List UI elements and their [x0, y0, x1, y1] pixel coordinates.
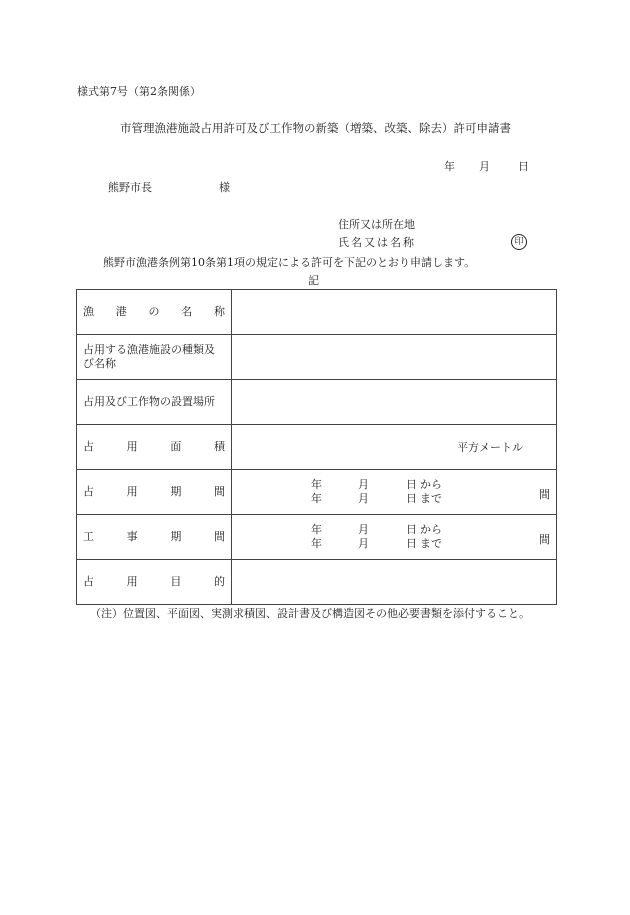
- occupancy-period-field[interactable]: [232, 470, 557, 515]
- table-row-location: [77, 380, 557, 425]
- application-table: [76, 289, 557, 605]
- period-end-row: [311, 537, 442, 551]
- period-until-label: まで: [420, 537, 442, 550]
- facility-type-field[interactable]: [232, 335, 557, 380]
- addressee-mayor: 熊野市長: [108, 181, 152, 194]
- period-month-label: 月: [358, 478, 369, 491]
- table-row-construction-period: [77, 515, 557, 560]
- label-char: 漁: [83, 305, 94, 318]
- addressee: [108, 181, 230, 195]
- label-char: 間: [213, 530, 225, 543]
- label-char: の: [148, 305, 160, 318]
- table-row-occupancy-period: [77, 470, 557, 515]
- date-day-label: 日: [518, 160, 529, 173]
- label-occupancy-period: [77, 470, 232, 515]
- period-year-label: 年: [311, 537, 322, 550]
- label-construction-period: [77, 515, 232, 560]
- period-from-label: から: [420, 523, 442, 536]
- label-char: 港: [115, 305, 127, 318]
- applicant-name-label: 氏名又は名称: [338, 236, 416, 249]
- period-month-label: 月: [358, 492, 369, 505]
- period-duration-label: 間: [539, 488, 550, 501]
- request-statement: 熊野市漁港条例第10条第1項の規定による許可を下記のとおり申請します。: [103, 256, 476, 269]
- harbor-name-field[interactable]: [232, 290, 557, 335]
- period-month-label: 月: [358, 537, 369, 550]
- date-year-label: 年: [444, 160, 455, 173]
- application-date: [444, 160, 529, 174]
- period-day-label: 日: [406, 537, 417, 550]
- document-title: 市管理漁港施設占用許可及び工作物の新築（増築、改築、除去）許可申請書: [120, 121, 511, 135]
- label-char: 期: [170, 530, 182, 543]
- table-row-purpose: [77, 560, 557, 605]
- label-char: 積: [213, 440, 225, 453]
- period-start-row: [311, 478, 442, 492]
- label-char: 名: [181, 305, 193, 318]
- label-char: 称: [214, 305, 225, 318]
- period-from-label: から: [420, 478, 442, 491]
- label-char: 事: [126, 530, 138, 543]
- label-char: 的: [213, 575, 225, 588]
- applicant-address-label: 住所又は所在地: [338, 218, 415, 231]
- date-month-label: 月: [479, 160, 490, 173]
- label-char: 用: [126, 485, 138, 498]
- period-start-row: [311, 523, 442, 537]
- table-row-facility-type: [77, 335, 557, 380]
- seal-mark-icon: 印: [511, 234, 527, 250]
- label-facility-type: 占用する漁港施設の種類及び名称: [77, 335, 232, 380]
- label-char: 面: [170, 440, 182, 453]
- construction-period-field[interactable]: [232, 515, 557, 560]
- area-unit-label: 平方メートル: [457, 441, 523, 454]
- label-char: 目: [170, 575, 182, 588]
- period-year-label: 年: [311, 523, 322, 536]
- period-year-label: 年: [311, 478, 322, 491]
- ki-marker: 記: [308, 274, 319, 287]
- label-char: 期: [170, 485, 182, 498]
- label-char: 間: [213, 485, 225, 498]
- label-char: 工: [83, 530, 94, 543]
- attachment-note: （注）位置図、平面図、実測求積図、設計書及び構造図その他必要書類を添付すること。: [90, 607, 530, 620]
- period-day-label: 日: [406, 492, 417, 505]
- label-char: 占: [83, 575, 94, 588]
- period-day-label: 日: [406, 523, 417, 536]
- period-until-label: まで: [420, 492, 442, 505]
- label-char: 占: [83, 440, 94, 453]
- purpose-field[interactable]: [232, 560, 557, 605]
- period-end-row: [311, 492, 442, 506]
- period-duration-label: 間: [539, 533, 550, 546]
- label-occupancy-purpose: [77, 560, 232, 605]
- addressee-honorific: 様: [219, 181, 230, 194]
- label-char: 占: [83, 485, 94, 498]
- area-field[interactable]: [232, 425, 557, 470]
- form-number: 様式第7号（第2条関係）: [77, 85, 201, 98]
- location-field[interactable]: [232, 380, 557, 425]
- label-char: 用: [126, 440, 138, 453]
- period-day-label: 日: [406, 478, 417, 491]
- period-year-label: 年: [311, 492, 322, 505]
- period-month-label: 月: [358, 523, 369, 536]
- label-char: 用: [126, 575, 138, 588]
- table-row-harbor-name: [77, 290, 557, 335]
- label-harbor-name: [77, 290, 232, 335]
- label-occupancy-area: [77, 425, 232, 470]
- label-location: 占用及び工作物の設置場所: [77, 380, 232, 425]
- table-row-area: [77, 425, 557, 470]
